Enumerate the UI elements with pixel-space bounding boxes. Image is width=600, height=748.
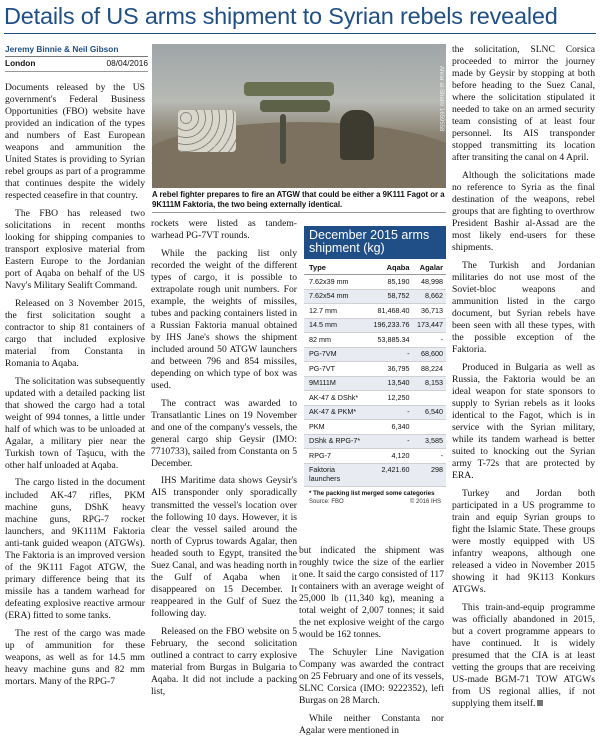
paragraph: Released on 3 November 2015, the first solicitation sought a contractor to ship 81 containers of cargo that included explosive material from Constanta in Romania to Aqaba. <box>5 297 145 370</box>
table-cell: 7.62x39 mm <box>309 276 349 286</box>
table-cell: 12.7 mm <box>309 305 337 315</box>
photo-missile-rack <box>178 110 236 152</box>
paragraph: Turkey and Jordan both participated in a US programme to train and equip Syrian groups to fight the Islamic State. These groups were mostly equipped with US infantry weapons, although one released a video in November 2015 showing it had 9K113 Konkurs ATGWs. <box>452 487 595 596</box>
table-source-line <box>304 497 446 507</box>
table-copyright: © 2016 IHS <box>409 498 441 505</box>
table-cell: 8,153 <box>425 378 443 387</box>
table-cell <box>410 394 444 403</box>
table-row <box>304 348 446 363</box>
paragraph: The Schuyler Line Navigation Company was awarded the contract on 25 February and one of its vessels, SLNC Corsica (IMO: 9222352), left Burgas on 28 March. <box>299 646 444 707</box>
table-cell: 58,752 <box>387 291 410 300</box>
paragraph: While the packing list only recorded the weight of the different types of cargo, it is possible to extrapolate rough unit numbers. For example, the weights of missiles, tubes and packing containers listed in a Russian Faktoria manual obtained by IHS Jane's shows the shipment included around 50 ATGW launchers and between 796 and 854 missiles, depending on which type of box was used. <box>151 247 297 392</box>
byline-rule <box>5 71 148 72</box>
byline-meta <box>5 56 148 69</box>
headline: Details of US arms shipment to Syrian rebels revealed <box>4 3 558 29</box>
paragraph: While neither Constanta nor Agalar were mentioned in <box>299 712 444 736</box>
table-cell: 36,713 <box>421 305 443 315</box>
table-header: Type <box>309 263 326 272</box>
table-cell: 298 <box>431 465 443 474</box>
article-column-1 <box>5 82 145 744</box>
table-cell: AK-47 & DShk* <box>309 392 359 402</box>
table-cell: RPG-7 <box>309 450 331 460</box>
paragraph: The contract was awarded to Transatlantic Lines on 19 November and one of the company's vessels, the general cargo ship Geysir (IMO: 7710733), sailed from Constanta on 5 December. <box>151 397 297 469</box>
table-cell: - <box>407 407 410 416</box>
paragraph: Produced in Bulgaria as well as Russia, the Faktoria would be an ideal weapon for state sponsors to supply to Syrian rebels as it looks identical to the Fagot, which is in service with the Syrian military, while its tandem warhead is better suited to knocking out the Syrian army T-72s that are protected by ERA. <box>452 361 595 482</box>
table-cell: 6,540 <box>425 407 443 416</box>
paragraph: The FBO has released two solicitations in recent months looking for shipping companies to transport explosive material from Eastern Europe to the Jordanian port of Aqaba on behalf of the US Navy's Military Sealift Command. <box>5 207 145 292</box>
paragraph: Released on the FBO website on 5 February, the second solicitation outlined a contract to carry explosive material from Burgas in Bulgaria to Aqaba. It did not include a packing list, <box>151 625 297 697</box>
table-cell: AK-47 & PKM* <box>309 407 357 416</box>
paragraph: The cargo listed in the document included AK-47 rifles, PKM machine guns, DShK heavy machine guns, RPG-7 rocket launchers, and 9K111M Faktoria anti-tank guided weapon (ATGWs). The Faktoria is an improved version of the 9K111 Fagot ATGW, the primary difference being that its missile has a tandem warhead for defeating explosive reactive armour (ERA) fitted to some tanks. <box>5 477 145 621</box>
caption-rule <box>152 212 446 213</box>
table-row <box>304 290 446 305</box>
table-cell: 173,447 <box>417 320 443 329</box>
table-cell: PG-7VM <box>309 349 337 358</box>
table-footnote: * The packing list merged some categories <box>309 489 435 497</box>
table-row <box>304 449 446 464</box>
table-row <box>304 377 446 392</box>
article-column-2 <box>151 218 297 744</box>
photo-launch-tube <box>244 82 334 96</box>
table-row <box>304 333 446 348</box>
paragraph-last <box>452 602 595 710</box>
paragraph: The solicitation was subsequently updated with a detailed packing list that showed the cargo had a total weight of 994 tonnes, a little under half of which was to be unloaded at Agalar, a military pier near the Turkish town of Taşucu, with the other half unloaded at Aqaba. <box>5 375 145 471</box>
table-cell <box>410 423 444 432</box>
table-cell: - <box>407 349 410 358</box>
photo-atgw-launcher <box>152 44 446 188</box>
paragraph: but indicated the shipment was roughly twice the size of the earlier one. It said the cargo consisted of 117 containers with an average weight of 25,000 lb (11,340 kg), meaning a total weight of 2,007 tonnes; it said the net explosive weight of the cargo would be 162 tonnes. <box>299 545 444 641</box>
table-cell: 81,468.40 <box>377 305 410 315</box>
table-row <box>304 304 446 319</box>
table-cell: - <box>440 334 443 344</box>
table-source: Source: FBO <box>309 498 344 505</box>
table-cell: PKM <box>309 421 325 431</box>
paragraph: The Turkish and Jordanian militaries do not use most of the Soviet-bloc weapons and ammunition listed in the cargo document, but Syrian rebels have been seen with all these types, with the possible exception of the Faktoria. <box>452 259 595 356</box>
table-cell: 85,190 <box>387 276 410 286</box>
paragraph: IHS Maritime data shows Geysir's AIS transponder only sporadically transmitted the vessel's location over the following 10 days. However, it is clear the vessel sailed around the north of Cyprus towards Agalar, then headed south to Egypt, transited the Suez Canal, and was heading north in the Gulf of Aqaba when it disappeared on 15 December. It reappeared in the Gulf of Suez the following day. <box>151 475 297 619</box>
table-cell: 53,885.34 <box>377 334 410 344</box>
table-cell: 48,998 <box>421 276 443 286</box>
byline <box>5 44 148 72</box>
table-row <box>304 275 446 290</box>
shipment-table <box>304 226 446 516</box>
photo-tripod-leg <box>280 114 286 164</box>
article-column-4 <box>452 44 595 744</box>
table-cell: 6,340 <box>391 421 410 431</box>
table-header-row <box>304 259 446 275</box>
paragraph: Although the solicitations made no reference to Syria as the final destination of the weapons, rebel groups that are fighting to overthrow President Bashir al-Assad are the most likely end-users for these shipments. <box>452 169 595 254</box>
table-cell: DShk & RPG-7* <box>309 436 361 445</box>
table-cell: Faktoria launchers <box>309 465 341 483</box>
table-cell: 3,585 <box>425 436 443 445</box>
headline-rule <box>4 33 596 34</box>
table-header: Agalar <box>419 263 443 272</box>
table-cell: 196,233.76 <box>373 320 410 329</box>
paragraph-text: This train-and-equip programme was officially abandoned in 2015, but a covert programme appears to have continued. It is widely presumed that the CIA is at least vetting the groups that are receiving US-made BGM-71 TOW ATGWs from US regional allies, if not supplying them itself. <box>452 601 595 709</box>
table-header: Aqaba <box>386 263 410 272</box>
table-cell: 12,250 <box>387 392 410 402</box>
table-cell: 36,795 <box>387 363 410 373</box>
table-row <box>304 391 446 406</box>
paragraph: The rest of the cargo was made up of ammunition for these weapons, as well as for 14.5 mm heavy machine guns and 82 mm mortars. Many of the RPG-7 <box>5 627 145 687</box>
paragraph: Documents released by the US government's Federal Business Opportunities (FBO) website have provided an indication of the types and numbers of East European weapons and ammunition the United States is providing to Syrian rebel groups as part of a programme that continues despite the widely respected ceasefire in that country. <box>5 82 145 202</box>
article-column-3 <box>299 545 444 744</box>
photo-credit: Ahrar al-Sham/ 1659558 <box>438 66 444 132</box>
table-cell: 4,120 <box>391 450 410 460</box>
table-cell: - <box>440 450 443 460</box>
table-row <box>304 362 446 377</box>
table-cell: 88,224 <box>421 363 443 373</box>
table-cell: 82 mm <box>309 334 331 344</box>
dateline-date: 08/04/2016 <box>106 58 148 68</box>
table-cell: 14.5 mm <box>309 320 337 329</box>
photo-caption: A rebel fighter prepares to fire an ATGW that could be either a 9K111 Fagot or a 9K111M Faktoria, the two being externally identical. <box>152 190 445 209</box>
paragraph: rockets were listed as tandem-warhead PG-7VT rounds. <box>151 218 297 242</box>
table-row <box>304 435 446 450</box>
table-row <box>304 406 446 421</box>
table-cell: 68,600 <box>421 349 443 358</box>
table-cell: 9M111M <box>309 378 336 387</box>
end-mark-icon <box>537 700 543 706</box>
photo-fighter <box>340 110 374 160</box>
table-row <box>304 420 446 435</box>
table-cell: 8,662 <box>425 291 443 300</box>
table-cell: 7.62x54 mm <box>309 291 349 300</box>
table-cell: 2,421.60 <box>381 465 410 474</box>
table-cell: PG-7VT <box>309 363 335 373</box>
table-row <box>304 464 446 487</box>
table-cell: - <box>407 436 410 445</box>
table-body <box>304 275 446 487</box>
table-title: December 2015 arms shipment (kg) <box>304 226 446 259</box>
table-cell: 13,540 <box>387 378 410 387</box>
byline-authors: Jeremy Binnie & Neil Gibson <box>5 44 119 54</box>
table-row <box>304 319 446 334</box>
dateline-place: London <box>5 58 36 68</box>
paragraph: the solicitation, SLNC Corsica proceeded to mirror the journey made by Geysir by stopping at both before heading to the Suez Canal, where the solicitation stipulated it needed to take on an armed security team consisting of at least four personnel. Its AIS transponder stopped transmitting its location after transiting the canal on 4 April. <box>452 44 595 164</box>
photo-launch-tube <box>260 100 330 112</box>
